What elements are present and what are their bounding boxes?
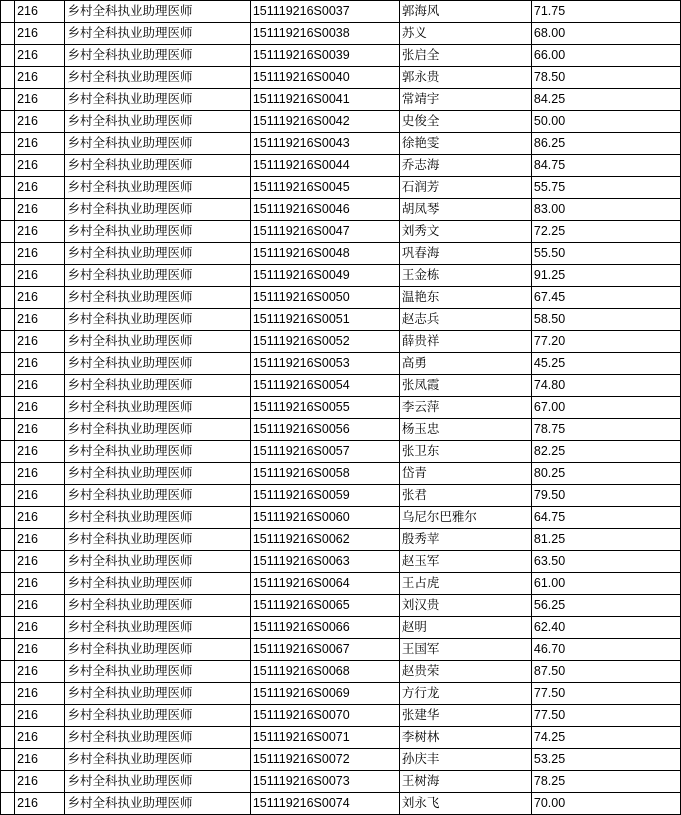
row-header-cell[interactable] [1, 705, 15, 727]
cell-code[interactable]: 216 [15, 617, 65, 639]
table-row[interactable] [1, 331, 681, 353]
cell-title[interactable]: 乡村全科执业助理医师 [65, 463, 250, 485]
cell-title[interactable]: 乡村全科执业助理医师 [65, 243, 250, 265]
cell-exam-id[interactable]: 151119216S0067 [250, 639, 399, 661]
cell-title[interactable]: 乡村全科执业助理医师 [65, 89, 250, 111]
cell-code[interactable]: 216 [15, 397, 65, 419]
cell-exam-id[interactable]: 151119216S0053 [250, 353, 399, 375]
cell-name[interactable]: 史俊全 [399, 111, 531, 133]
table-row[interactable] [1, 419, 681, 441]
cell-score[interactable]: 64.75 [531, 507, 680, 529]
cell-code[interactable]: 216 [15, 771, 65, 793]
cell-score[interactable]: 87.50 [531, 661, 680, 683]
cell-exam-id[interactable]: 151119216S0065 [250, 595, 399, 617]
cell-score[interactable]: 79.50 [531, 485, 680, 507]
cell-name[interactable]: 张启全 [399, 45, 531, 67]
cell-title[interactable]: 乡村全科执业助理医师 [65, 573, 250, 595]
table-row[interactable] [1, 265, 681, 287]
table-row[interactable] [1, 771, 681, 793]
cell-score[interactable]: 71.75 [531, 1, 680, 23]
row-header-cell[interactable] [1, 133, 15, 155]
table-row[interactable] [1, 551, 681, 573]
cell-title[interactable]: 乡村全科执业助理医师 [65, 397, 250, 419]
row-header-cell[interactable] [1, 177, 15, 199]
cell-title[interactable]: 乡村全科执业助理医师 [65, 485, 250, 507]
cell-code[interactable]: 216 [15, 705, 65, 727]
row-header-cell[interactable] [1, 749, 15, 771]
cell-score[interactable]: 55.75 [531, 177, 680, 199]
cell-code[interactable]: 216 [15, 353, 65, 375]
cell-title[interactable]: 乡村全科执业助理医师 [65, 441, 250, 463]
table-row[interactable] [1, 463, 681, 485]
table-row[interactable] [1, 287, 681, 309]
table-row[interactable] [1, 507, 681, 529]
table-row[interactable] [1, 727, 681, 749]
cell-score[interactable]: 82.25 [531, 441, 680, 463]
table-row[interactable] [1, 397, 681, 419]
row-header-cell[interactable] [1, 23, 15, 45]
cell-title[interactable]: 乡村全科执业助理医师 [65, 309, 250, 331]
cell-name[interactable]: 赵玉军 [399, 551, 531, 573]
cell-name[interactable]: 乔志海 [399, 155, 531, 177]
cell-score[interactable]: 78.75 [531, 419, 680, 441]
cell-exam-id[interactable]: 151119216S0057 [250, 441, 399, 463]
cell-name[interactable]: 胡凤琴 [399, 199, 531, 221]
cell-code[interactable]: 216 [15, 683, 65, 705]
cell-exam-id[interactable]: 151119216S0073 [250, 771, 399, 793]
cell-exam-id[interactable]: 151119216S0071 [250, 727, 399, 749]
cell-exam-id[interactable]: 151119216S0040 [250, 67, 399, 89]
cell-score[interactable]: 91.25 [531, 265, 680, 287]
cell-title[interactable]: 乡村全科执业助理医师 [65, 419, 250, 441]
cell-exam-id[interactable]: 151119216S0049 [250, 265, 399, 287]
table-row[interactable] [1, 617, 681, 639]
cell-name[interactable]: 石润芳 [399, 177, 531, 199]
cell-score[interactable]: 58.50 [531, 309, 680, 331]
cell-score[interactable]: 45.25 [531, 353, 680, 375]
cell-code[interactable]: 216 [15, 573, 65, 595]
cell-code[interactable]: 216 [15, 331, 65, 353]
cell-exam-id[interactable]: 151119216S0043 [250, 133, 399, 155]
table-row[interactable] [1, 485, 681, 507]
cell-score[interactable]: 62.40 [531, 617, 680, 639]
row-header-cell[interactable] [1, 441, 15, 463]
table-row[interactable] [1, 353, 681, 375]
cell-exam-id[interactable]: 151119216S0056 [250, 419, 399, 441]
cell-score[interactable]: 70.00 [531, 793, 680, 815]
table-row[interactable] [1, 661, 681, 683]
cell-code[interactable]: 216 [15, 309, 65, 331]
cell-title[interactable]: 乡村全科执业助理医师 [65, 331, 250, 353]
cell-code[interactable]: 216 [15, 529, 65, 551]
cell-name[interactable]: 常靖宇 [399, 89, 531, 111]
row-header-cell[interactable] [1, 287, 15, 309]
cell-name[interactable]: 殷秀苹 [399, 529, 531, 551]
cell-exam-id[interactable]: 151119216S0054 [250, 375, 399, 397]
cell-score[interactable]: 80.25 [531, 463, 680, 485]
cell-code[interactable]: 216 [15, 67, 65, 89]
cell-name[interactable]: 巩春海 [399, 243, 531, 265]
table-row[interactable] [1, 155, 681, 177]
cell-code[interactable]: 216 [15, 661, 65, 683]
cell-name[interactable]: 张凤霞 [399, 375, 531, 397]
table-row[interactable] [1, 595, 681, 617]
cell-code[interactable]: 216 [15, 485, 65, 507]
cell-score[interactable]: 56.25 [531, 595, 680, 617]
cell-title[interactable]: 乡村全科执业助理医师 [65, 111, 250, 133]
table-row[interactable] [1, 529, 681, 551]
cell-score[interactable]: 66.00 [531, 45, 680, 67]
cell-name[interactable]: 孙庆丰 [399, 749, 531, 771]
cell-exam-id[interactable]: 151119216S0060 [250, 507, 399, 529]
cell-code[interactable]: 216 [15, 375, 65, 397]
cell-title[interactable]: 乡村全科执业助理医师 [65, 793, 250, 815]
cell-name[interactable]: 李树林 [399, 727, 531, 749]
row-header-cell[interactable] [1, 353, 15, 375]
cell-name[interactable]: 张卫东 [399, 441, 531, 463]
cell-code[interactable]: 216 [15, 111, 65, 133]
cell-score[interactable]: 74.25 [531, 727, 680, 749]
cell-title[interactable]: 乡村全科执业助理医师 [65, 265, 250, 287]
table-body [1, 1, 681, 815]
row-header-cell[interactable] [1, 265, 15, 287]
cell-score[interactable]: 77.50 [531, 705, 680, 727]
cell-code[interactable]: 216 [15, 89, 65, 111]
row-header-cell[interactable] [1, 111, 15, 133]
cell-exam-id[interactable]: 151119216S0041 [250, 89, 399, 111]
cell-title[interactable]: 乡村全科执业助理医师 [65, 353, 250, 375]
cell-name[interactable]: 刘秀文 [399, 221, 531, 243]
cell-exam-id[interactable]: 151119216S0059 [250, 485, 399, 507]
cell-name[interactable]: 王占虎 [399, 573, 531, 595]
cell-code[interactable]: 216 [15, 199, 65, 221]
row-header-cell[interactable] [1, 793, 15, 815]
table-row[interactable] [1, 67, 681, 89]
row-header-cell[interactable] [1, 199, 15, 221]
cell-score[interactable]: 46.70 [531, 639, 680, 661]
cell-exam-id[interactable]: 151119216S0037 [250, 1, 399, 23]
cell-code[interactable]: 216 [15, 1, 65, 23]
table-row[interactable] [1, 639, 681, 661]
cell-code[interactable]: 216 [15, 155, 65, 177]
cell-name[interactable]: 王金栋 [399, 265, 531, 287]
cell-name[interactable]: 张建华 [399, 705, 531, 727]
cell-title[interactable]: 乡村全科执业助理医师 [65, 617, 250, 639]
cell-code[interactable]: 216 [15, 551, 65, 573]
row-header-cell[interactable] [1, 89, 15, 111]
table-row[interactable] [1, 683, 681, 705]
cell-title[interactable]: 乡村全科执业助理医师 [65, 155, 250, 177]
cell-score[interactable]: 55.50 [531, 243, 680, 265]
table-row[interactable] [1, 177, 681, 199]
cell-exam-id[interactable]: 151119216S0055 [250, 397, 399, 419]
cell-exam-id[interactable]: 151119216S0074 [250, 793, 399, 815]
cell-name[interactable]: 王树海 [399, 771, 531, 793]
cell-code[interactable]: 216 [15, 595, 65, 617]
table-row[interactable] [1, 793, 681, 815]
cell-exam-id[interactable]: 151119216S0064 [250, 573, 399, 595]
row-header-cell[interactable] [1, 507, 15, 529]
row-header-cell[interactable] [1, 375, 15, 397]
cell-code[interactable]: 216 [15, 243, 65, 265]
table-row[interactable] [1, 45, 681, 67]
cell-title[interactable]: 乡村全科执业助理医师 [65, 1, 250, 23]
cell-exam-id[interactable]: 151119216S0058 [250, 463, 399, 485]
row-header-cell[interactable] [1, 617, 15, 639]
cell-name[interactable]: 徐艳雯 [399, 133, 531, 155]
cell-exam-id[interactable]: 151119216S0042 [250, 111, 399, 133]
row-header-cell[interactable] [1, 661, 15, 683]
cell-title[interactable]: 乡村全科执业助理医师 [65, 551, 250, 573]
cell-title[interactable]: 乡村全科执业助理医师 [65, 507, 250, 529]
row-header-cell[interactable] [1, 463, 15, 485]
cell-name[interactable]: 方行龙 [399, 683, 531, 705]
row-header-cell[interactable] [1, 485, 15, 507]
cell-score[interactable]: 84.75 [531, 155, 680, 177]
row-header-cell[interactable] [1, 551, 15, 573]
cell-score[interactable]: 86.25 [531, 133, 680, 155]
cell-exam-id[interactable]: 151119216S0045 [250, 177, 399, 199]
cell-exam-id[interactable]: 151119216S0050 [250, 287, 399, 309]
cell-name[interactable]: 乌尼尔巴雅尔 [399, 507, 531, 529]
cell-title[interactable]: 乡村全科执业助理医师 [65, 639, 250, 661]
row-header-cell[interactable] [1, 529, 15, 551]
table-row[interactable] [1, 309, 681, 331]
cell-code[interactable]: 216 [15, 463, 65, 485]
row-header-cell[interactable] [1, 309, 15, 331]
table-row[interactable] [1, 89, 681, 111]
cell-code[interactable]: 216 [15, 507, 65, 529]
cell-exam-id[interactable]: 151119216S0046 [250, 199, 399, 221]
cell-name[interactable]: 杨玉忠 [399, 419, 531, 441]
cell-score[interactable]: 53.25 [531, 749, 680, 771]
cell-score[interactable]: 84.25 [531, 89, 680, 111]
cell-exam-id[interactable]: 151119216S0052 [250, 331, 399, 353]
table-row[interactable] [1, 1, 681, 23]
row-header-cell[interactable] [1, 331, 15, 353]
cell-name[interactable]: 张君 [399, 485, 531, 507]
cell-code[interactable]: 216 [15, 749, 65, 771]
cell-title[interactable]: 乡村全科执业助理医师 [65, 67, 250, 89]
cell-title[interactable]: 乡村全科执业助理医师 [65, 199, 250, 221]
cell-code[interactable]: 216 [15, 23, 65, 45]
table-row[interactable] [1, 749, 681, 771]
cell-score[interactable]: 68.00 [531, 23, 680, 45]
row-header-cell[interactable] [1, 67, 15, 89]
cell-name[interactable]: 刘汉贵 [399, 595, 531, 617]
cell-title[interactable]: 乡村全科执业助理医师 [65, 727, 250, 749]
cell-score[interactable]: 78.50 [531, 67, 680, 89]
cell-exam-id[interactable]: 151119216S0039 [250, 45, 399, 67]
cell-name[interactable]: 李云萍 [399, 397, 531, 419]
table-row[interactable] [1, 23, 681, 45]
cell-name[interactable]: 赵志兵 [399, 309, 531, 331]
cell-code[interactable]: 216 [15, 727, 65, 749]
table-row[interactable] [1, 199, 681, 221]
cell-name[interactable]: 温艳东 [399, 287, 531, 309]
cell-exam-id[interactable]: 151119216S0063 [250, 551, 399, 573]
cell-title[interactable]: 乡村全科执业助理医师 [65, 177, 250, 199]
cell-name[interactable]: 赵贵荣 [399, 661, 531, 683]
cell-title[interactable]: 乡村全科执业助理医师 [65, 529, 250, 551]
cell-code[interactable]: 216 [15, 133, 65, 155]
row-header-cell[interactable] [1, 639, 15, 661]
cell-exam-id[interactable]: 151119216S0047 [250, 221, 399, 243]
cell-exam-id[interactable]: 151119216S0051 [250, 309, 399, 331]
cell-exam-id[interactable]: 151119216S0069 [250, 683, 399, 705]
row-header-cell[interactable] [1, 419, 15, 441]
cell-score[interactable]: 63.50 [531, 551, 680, 573]
row-header-cell[interactable] [1, 243, 15, 265]
cell-title[interactable]: 乡村全科执业助理医师 [65, 749, 250, 771]
row-header-cell[interactable] [1, 727, 15, 749]
cell-name[interactable]: 郭永贵 [399, 67, 531, 89]
cell-score[interactable]: 78.25 [531, 771, 680, 793]
cell-title[interactable]: 乡村全科执业助理医师 [65, 375, 250, 397]
cell-code[interactable]: 216 [15, 287, 65, 309]
cell-exam-id[interactable]: 151119216S0070 [250, 705, 399, 727]
cell-exam-id[interactable]: 151119216S0072 [250, 749, 399, 771]
row-header-cell[interactable] [1, 397, 15, 419]
cell-exam-id[interactable]: 151119216S0038 [250, 23, 399, 45]
cell-title[interactable]: 乡村全科执业助理医师 [65, 771, 250, 793]
cell-name[interactable]: 岱青 [399, 463, 531, 485]
cell-name[interactable]: 赵明 [399, 617, 531, 639]
cell-title[interactable]: 乡村全科执业助理医师 [65, 221, 250, 243]
cell-exam-id[interactable]: 151119216S0062 [250, 529, 399, 551]
cell-title[interactable]: 乡村全科执业助理医师 [65, 661, 250, 683]
cell-exam-id[interactable]: 151119216S0044 [250, 155, 399, 177]
cell-code[interactable]: 216 [15, 639, 65, 661]
cell-exam-id[interactable]: 151119216S0048 [250, 243, 399, 265]
row-header-cell[interactable] [1, 221, 15, 243]
cell-code[interactable]: 216 [15, 419, 65, 441]
cell-score[interactable]: 72.25 [531, 221, 680, 243]
cell-code[interactable]: 216 [15, 177, 65, 199]
cell-code[interactable]: 216 [15, 45, 65, 67]
cell-title[interactable]: 乡村全科执业助理医师 [65, 45, 250, 67]
cell-score[interactable]: 67.00 [531, 397, 680, 419]
table-row[interactable] [1, 111, 681, 133]
row-header-cell[interactable] [1, 1, 15, 23]
cell-score[interactable]: 77.50 [531, 683, 680, 705]
cell-name[interactable]: 苏义 [399, 23, 531, 45]
cell-code[interactable]: 216 [15, 793, 65, 815]
cell-code[interactable]: 216 [15, 265, 65, 287]
cell-title[interactable]: 乡村全科执业助理医师 [65, 287, 250, 309]
row-header-cell[interactable] [1, 771, 15, 793]
cell-code[interactable]: 216 [15, 441, 65, 463]
cell-score[interactable]: 77.20 [531, 331, 680, 353]
table-row[interactable] [1, 705, 681, 727]
cell-name[interactable]: 郭海风 [399, 1, 531, 23]
cell-score[interactable]: 74.80 [531, 375, 680, 397]
table-row[interactable] [1, 375, 681, 397]
cell-exam-id[interactable]: 151119216S0066 [250, 617, 399, 639]
cell-name[interactable]: 薛贵祥 [399, 331, 531, 353]
cell-title[interactable]: 乡村全科执业助理医师 [65, 683, 250, 705]
cell-score[interactable]: 67.45 [531, 287, 680, 309]
row-header-cell[interactable] [1, 155, 15, 177]
cell-title[interactable]: 乡村全科执业助理医师 [65, 133, 250, 155]
cell-exam-id[interactable]: 151119216S0068 [250, 661, 399, 683]
cell-score[interactable]: 61.00 [531, 573, 680, 595]
row-header-cell[interactable] [1, 45, 15, 67]
cell-score[interactable]: 83.00 [531, 199, 680, 221]
cell-score[interactable]: 50.00 [531, 111, 680, 133]
row-header-cell[interactable] [1, 683, 15, 705]
table-row[interactable] [1, 573, 681, 595]
row-header-cell[interactable] [1, 573, 15, 595]
cell-code[interactable]: 216 [15, 221, 65, 243]
table-row[interactable] [1, 441, 681, 463]
cell-name[interactable]: 高勇 [399, 353, 531, 375]
table-row[interactable] [1, 133, 681, 155]
table-row[interactable] [1, 221, 681, 243]
cell-title[interactable]: 乡村全科执业助理医师 [65, 705, 250, 727]
cell-title[interactable]: 乡村全科执业助理医师 [65, 23, 250, 45]
row-header-cell[interactable] [1, 595, 15, 617]
cell-name[interactable]: 王国军 [399, 639, 531, 661]
cell-score[interactable]: 81.25 [531, 529, 680, 551]
table-row[interactable] [1, 243, 681, 265]
cell-name[interactable]: 刘永飞 [399, 793, 531, 815]
cell-title[interactable]: 乡村全科执业助理医师 [65, 595, 250, 617]
